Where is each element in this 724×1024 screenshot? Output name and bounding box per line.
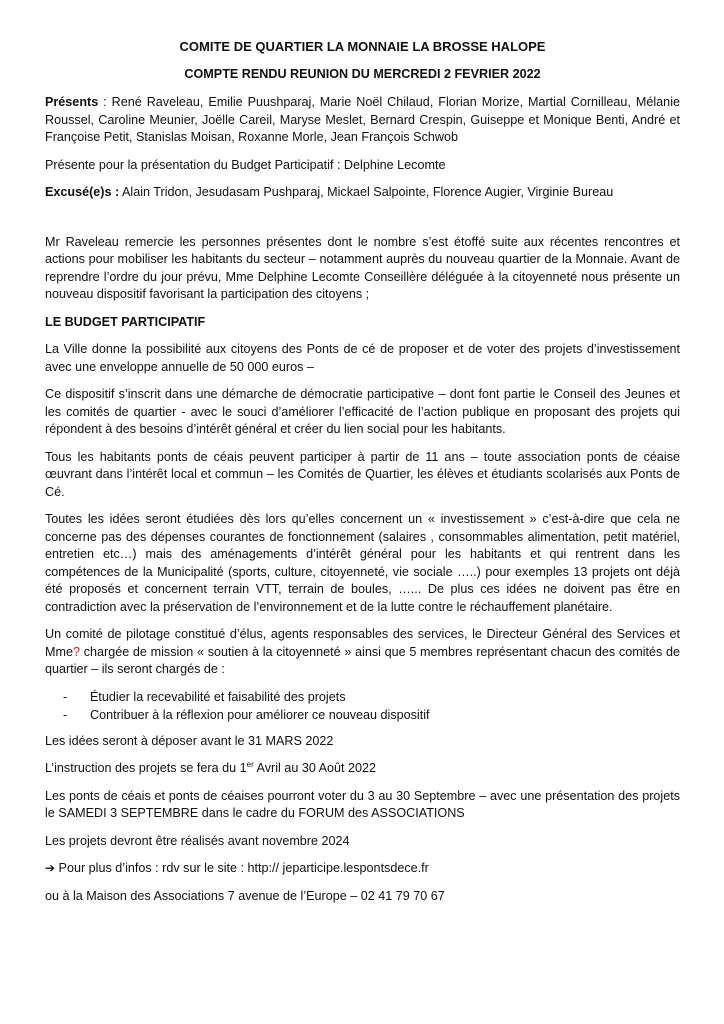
- instruction-before: L’instruction des projets se fera du 1: [45, 761, 247, 775]
- completion-line: Les projets devront être réalisés avant novembre 2024: [45, 833, 350, 848]
- list-item: [45, 707, 680, 725]
- info-text: Pour plus d’infos : rdv sur le site : http:// jeparticipe.lespontsdece.fr: [55, 861, 429, 875]
- attendees-label: Présents: [45, 95, 99, 109]
- excused-label: Excusé(e)s :: [45, 185, 120, 199]
- paragraph-budget: La Ville donne la possibilité aux citoyens des Ponts de cé de proposer et de voter des projets d’investissement avec une enveloppe annuelle de 50 000 euros –: [45, 342, 680, 374]
- attendees-paragraph: [45, 94, 680, 147]
- arrow-right-icon: ➔: [45, 861, 56, 875]
- excused-list: Alain Tridon, Jesudasam Pushparaj, Mickael Salpointe, Florence Augier, Virginie Bureau: [119, 185, 614, 199]
- instruction-after: Avril au 30 Août 2022: [253, 761, 377, 775]
- bullet-dash: -: [63, 708, 68, 722]
- list-item: [45, 689, 680, 707]
- excused-paragraph: [45, 184, 680, 202]
- paragraph-participants: Tous les habitants ponts de céais peuvent participer à partir de 11 ans – toute association ponts de céaise œuvrant dans l’intérêt local et commun – les Comités de Quartier, les élèves et étudiants scolarisés aux Ponts de Cé.: [45, 449, 680, 499]
- intro-paragraph: Mr Raveleau remercie les personnes présentes dont le nombre s’est étoffé suite aux récentes rencontres et actions pour mobiliser les habitants du secteur – notamment auprès du nouveau quartier de la Monnaie. Avant de reprendre l’ordre du jour prévu, Mme Delphine Lecomte Conseillère déléguée à la citoyenneté nous présente un nouveau dispositif favorisant la participation des citoyens ;: [45, 234, 680, 301]
- question-mark: ?: [73, 644, 81, 659]
- document-subtitle: COMPTE RENDU REUNION DU MERCREDI 2 FEVRIER 2022: [184, 66, 541, 81]
- deadline-line: Les idées seront à déposer avant le 31 MARS 2022: [45, 733, 334, 748]
- instruction-line: [45, 760, 680, 778]
- document-title: COMITE DE QUARTIER LA MONNAIE LA BROSSE HALOPE: [179, 39, 546, 54]
- committee-text-after: chargée de mission « soutien à la citoyenneté » ainsi que 5 membres représentant chacun des comités de quartier – ils seront chargés de :: [45, 644, 680, 676]
- paragraph-committee: [45, 626, 680, 679]
- paragraph-ideas: Toutes les idées seront étudiées dès lors qu’elles concernent un « investissement » c’est-à-dire que cela ne concerne pas des dépenses courantes de fonctionnement (salaires , consommables alimentation, petit matériel, entretien etc…) mais des aménagements d’intérêt général pour les habitants et qui rentrent dans les compétences de la Municipalité (sports, culture, citoyenneté, vie sociale …..) pour exemples 13 projets ont déjà été proposés et concernent terrain VTT, terrain de boules, …... De plus ces idées ne doivent pas être en contradiction avec la préservation de l’environnement et de la lutte contre le réchauffement planétaire.: [45, 512, 680, 614]
- info-line: [45, 860, 680, 878]
- committee-text-before: Un comité de pilotage constitué d’élus, agents responsables des services, le Directeur Général des Services et Mme: [45, 627, 680, 659]
- tasks-list: [45, 689, 680, 725]
- contact-line: ou à la Maison des Associations 7 avenue de l’Europe – 02 41 79 70 67: [45, 888, 445, 903]
- list-item-text: Étudier la recevabilité et faisabilité des projets: [90, 689, 346, 704]
- ordinal-superscript: er: [246, 759, 254, 769]
- bullet-dash: -: [63, 689, 68, 704]
- document-page: [45, 38, 680, 915]
- list-item-text: Contribuer à la réflexion pour améliorer ce nouveau dispositif: [90, 708, 430, 722]
- section-heading: LE BUDGET PARTICIPATIF: [45, 314, 206, 329]
- presenter-line: Présente pour la présentation du Budget Participatif : Delphine Lecomte: [45, 157, 446, 172]
- vote-paragraph: Les ponts de céais et ponts de céaises pourront voter du 3 au 30 Septembre – avec une présentation des projets le SAMEDI 3 SEPTEMBRE dans le cadre du FORUM des ASSOCIATIONS: [45, 788, 680, 820]
- spacer: [45, 212, 680, 234]
- paragraph-dispositif: Ce dispositif s’inscrit dans une démarche de démocratie participative – dont font partie le Conseil des Jeunes et les comités de quartier - avec le souci d’améliorer l’efficacité de l’action publique en proposant des projets qui répondent à des besoins d’intérêt général et créer du lien social pour les habitants.: [45, 387, 680, 436]
- attendees-list: : René Raveleau, Emilie Puushparaj, Marie Noël Chilaud, Florian Morize, Martial Cornilleau, Mélanie Roussel, Caroline Meunier, Joëlle Careil, Maryse Meslet, Bernard Crespin, Guiseppe et Monique Benti, André et Françoise Petit, Stanislas Moisan, Roxanne Morle, Jean François Schwob: [45, 95, 680, 144]
